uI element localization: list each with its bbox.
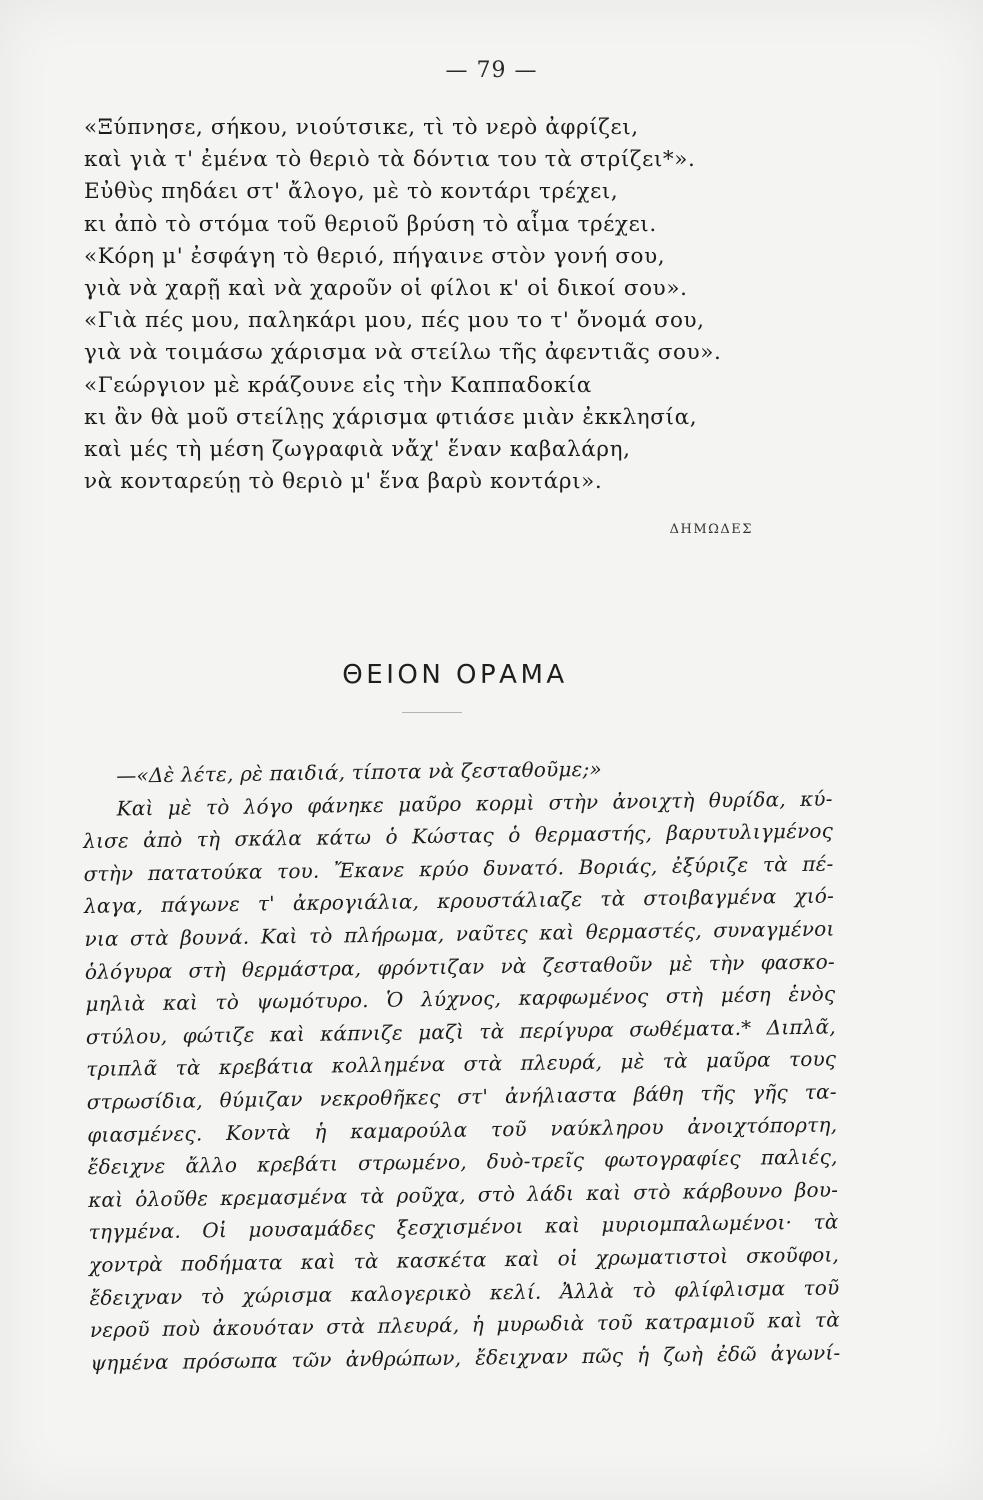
prose-line: λισε ἀπὸ τὴ σκάλα κάτω ὁ Κώστας ὁ θερμαστής, βαρυτυλιγμένος	[82, 818, 834, 854]
folk-poem	[84, 112, 804, 498]
prose-line: στρωσίδια, θύμιζαν νεκροθῆκες στ' ἀνήλιαστα βάθη τῆς γῆς τα-	[86, 1079, 837, 1114]
poem-line: Εὐθὺς πηδάει στ' ἄλογο, μὲ τὸ κοντάρι τρέχει,	[84, 179, 619, 205]
prose-line: Καὶ μὲ τὸ λόγο φάνηκε μαῦρο κορμὶ στὴν ἀνοιχτὴ θυρίδα, κύ-	[116, 786, 833, 821]
prose-line: νια στὰ βουνά. Καὶ τὸ πλήρωμα, ναῦτες καὶ θερμαστές, συναγμένοι	[84, 916, 835, 951]
poem-line: κι ἂν θὰ μοῦ στείλῃς χάρισμα φτιάσε μιὰν ἐκκλησία,	[84, 404, 698, 430]
title-divider	[402, 712, 462, 713]
poem-line: καὶ γιὰ τ' ἐμένα τὸ θεριὸ τὰ δόντια του τὰ στρίζει*».	[84, 147, 696, 173]
poem-line: «Ξύπνησε, σήκου, νιούτσικε, τὶ τὸ νερὸ ἀφρίζει,	[84, 115, 639, 140]
section-title: ΘΕΙΟΝ ΟΡΑΜΑ	[342, 660, 568, 690]
prose-line: ψημένα πρόσωπα τῶν ἀνθρώπων, ἔδειχναν πῶς ἡ ζωὴ ἐδῶ ἀγωνί-	[90, 1340, 841, 1375]
prose-line: ἔδειχνε ἄλλο κρεβάτι στρωμένο, δυὸ-τρεῖς φωτογραφίες παλιές,	[87, 1144, 838, 1180]
poem-line: «Γεώργιον μὲ κράζουνε εἰς τὴν Καππαδοκία	[84, 372, 592, 398]
prose-line: νεροῦ ποὺ ἀκουόταν στὰ πλευρά, ἡ μυρωδιὰ τοῦ κατραμιοῦ καὶ τὰ	[89, 1307, 841, 1343]
prose-line: τηγμένα. Οἱ μουσαμάδες ξεσχισμένοι καὶ μυριομπαλωμένοι· τὰ	[88, 1209, 839, 1245]
poem-line: γιὰ νὰ χαρῇ καὶ νὰ χαροῦν οἱ φίλοι κ' οἱ δικοί σου».	[84, 275, 688, 301]
prose-line: λαγα, πάγωνε τ' ἀκρογιάλια, κρουστάλιαζε τὰ στοιβαγμένα χιό-	[83, 883, 835, 919]
page-number: — 79 —	[445, 58, 538, 83]
prose-line: στύλου, φώτιζε καὶ κάπνιζε μαζὶ τὰ περίγυρα σωθέματα.* Διπλᾶ,	[85, 1014, 836, 1049]
prose-line: ὁλόγυρα στὴ θερμάστρα, φρόντιζαν νὰ ζεσταθοῦν μὲ τὴν φασκο-	[84, 949, 836, 984]
prose-line: στὴν πατατούκα του. Ἔκανε κρύο δυνατό. Βοριάς, ἐξύριζε τὰ πέ-	[83, 851, 834, 886]
poem-line: κι ἀπὸ τὸ στόμα τοῦ θεριοῦ βρύση τὸ αἷμα τρέχει.	[84, 211, 657, 237]
poem-attribution: ΔΗΜΩΔΕΣ	[669, 522, 753, 537]
prose-line: μηλιὰ καὶ τὸ ψωμότυρο. Ὁ λύχνος, καρφωμένος στὴ μέση ἑνὸς	[85, 981, 836, 1017]
prose-body	[82, 750, 841, 1380]
poem-line: «Γιὰ πές μου, παληκάρι μου, πές μου το τ' ὄνομά σου,	[84, 308, 705, 334]
prose-line: χοντρὰ ποδήματα καὶ τὰ κασκέτα καὶ οἱ χρωματιστοὶ σκοῦφοι,	[88, 1242, 840, 1277]
prose-line: φιασμένες. Κοντὰ ἡ καμαρούλα τοῦ ναύκληρου ἀνοιχτόπορτη,	[87, 1112, 838, 1147]
poem-line: «Κόρη μ' ἐσφάγη τὸ θεριό, πήγαινε στὸν γονή σου,	[84, 243, 666, 269]
prose-line: τριπλᾶ τὰ κρεβάτια κολλημένα στὰ πλευρά, μὲ τὰ μαῦρα τους	[86, 1046, 837, 1082]
poem-line: γιὰ νὰ τοιμάσω χάρισμα νὰ στείλω τῆς ἀφεντιᾶς σου».	[84, 340, 722, 366]
prose-line: —«Δὲ λέτε, ρὲ παιδιά, τίποτα νὰ ζεσταθοῦμε;»	[116, 756, 603, 788]
poem-line: νὰ κονταρεύῃ τὸ θεριὸ μ' ἕνα βαρὺ κοντάρι».	[84, 469, 603, 495]
prose-line: καὶ ὁλοῦθε κρεμασμένα τὰ ροῦχα, στὸ λάδι καὶ στὸ κάρβουνο βου-	[87, 1177, 839, 1212]
prose-line: ἔδειχναν τὸ χώρισμα καλογερικὸ κελί. Ἀλλὰ τὸ φλίφλισμα τοῦ	[89, 1274, 840, 1310]
poem-line: καὶ μές τὴ μέση ζωγραφιὰ νἄχ' ἕναν καβαλάρη,	[84, 436, 631, 462]
